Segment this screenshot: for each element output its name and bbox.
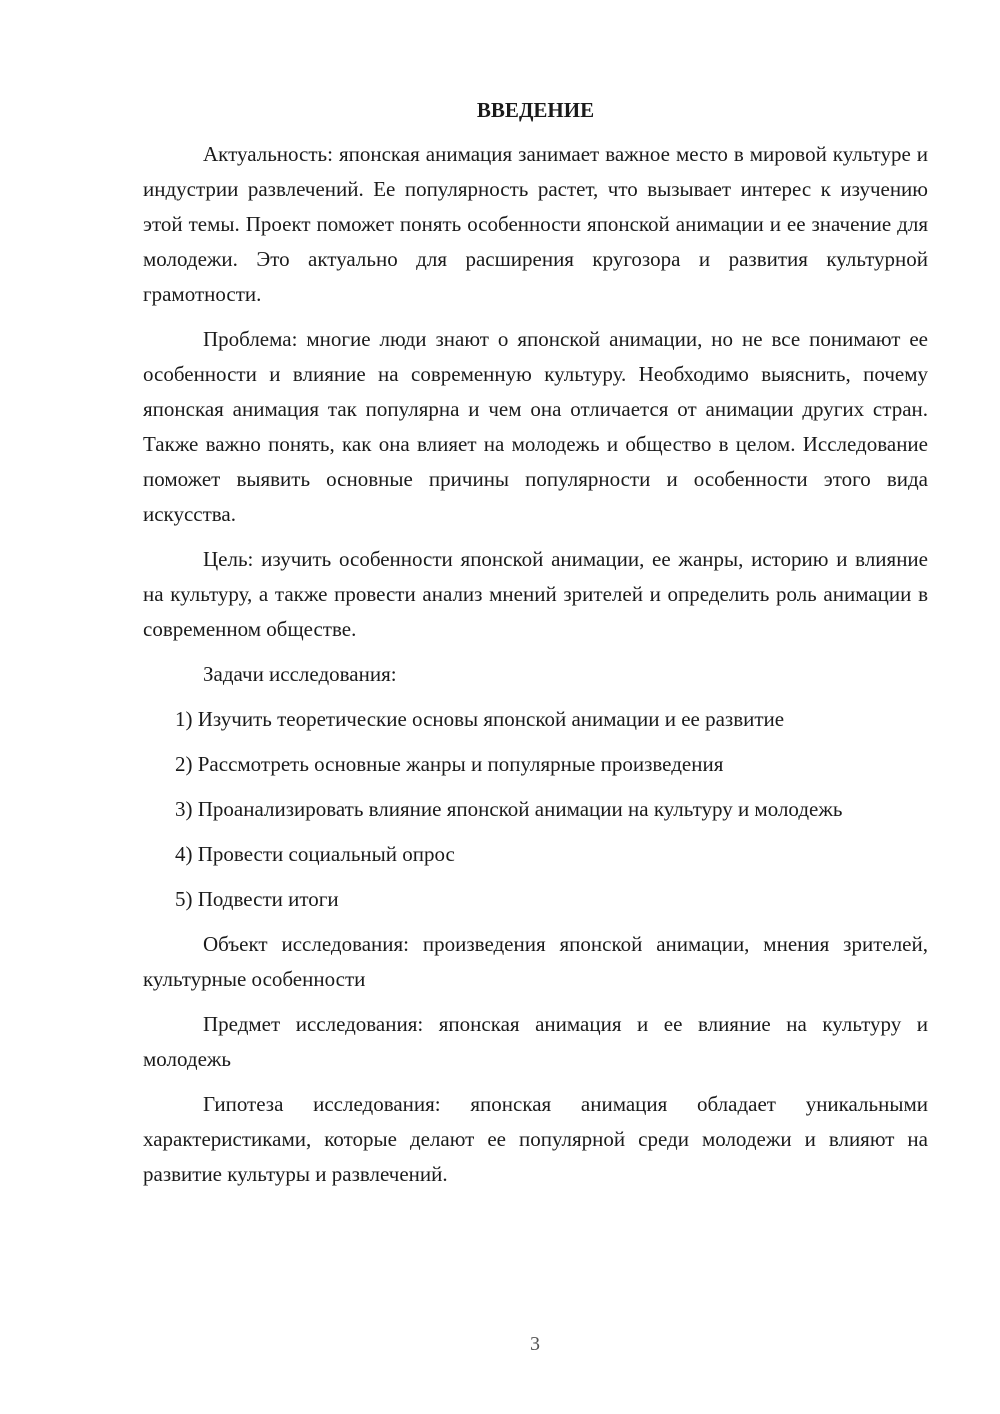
task-item-2: 2) Рассмотреть основные жанры и популярные произведения [175, 752, 724, 776]
page-number: 3 [530, 1333, 540, 1355]
task-item-3: 3) Проанализировать влияние японской анимации на культуру и молодежь [175, 797, 843, 821]
task-item-5: 5) Подвести итоги [175, 887, 339, 911]
problem-paragraph: Проблема: многие люди знают о японской анимации, но не все понимают ее особенности и влияние на современную культуру. Необходимо выяснить, почему японская анимация так популярна и чем она отличается от анимации других стран. Также важно понять, как она влияет на молодежь и общество в целом. Исследование поможет выявить основные причины популярности и особенности этого вида искусства. [143, 327, 928, 526]
tasks-heading: Задачи исследования: [203, 662, 397, 686]
goal-paragraph: Цель: изучить особенности японской анимации, ее жанры, историю и влияние на культуру, а также провести анализ мнений зрителей и определить роль анимации в современном обществе. [143, 547, 928, 641]
task-item-4: 4) Провести социальный опрос [175, 842, 455, 866]
document-page [143, 95, 928, 1202]
page-title: ВВЕДЕНИЕ [476, 98, 595, 122]
subject-paragraph: Предмет исследования: японская анимация и ее влияние на культуру и молодежь [143, 1012, 928, 1071]
object-paragraph: Объект исследования: произведения японской анимации, мнения зрителей, культурные особенности [143, 932, 928, 991]
relevance-paragraph: Актуальность: японская анимация занимает важное место в мировой культуре и индустрии развлечений. Ее популярность растет, что вызывает интерес к изучению этой темы. Проект поможет понять особенности японской анимации и ее значение для молодежи. Это актуально для расширения кругозора и развития культурной грамотности. [143, 142, 928, 306]
task-item-1: 1) Изучить теоретические основы японской анимации и ее развитие [175, 707, 785, 731]
hypothesis-paragraph: Гипотеза исследования: японская анимация обладает уникальными характеристиками, которые делают ее популярной среди молодежи и влияют на развитие культуры и развлечений. [143, 1092, 928, 1186]
